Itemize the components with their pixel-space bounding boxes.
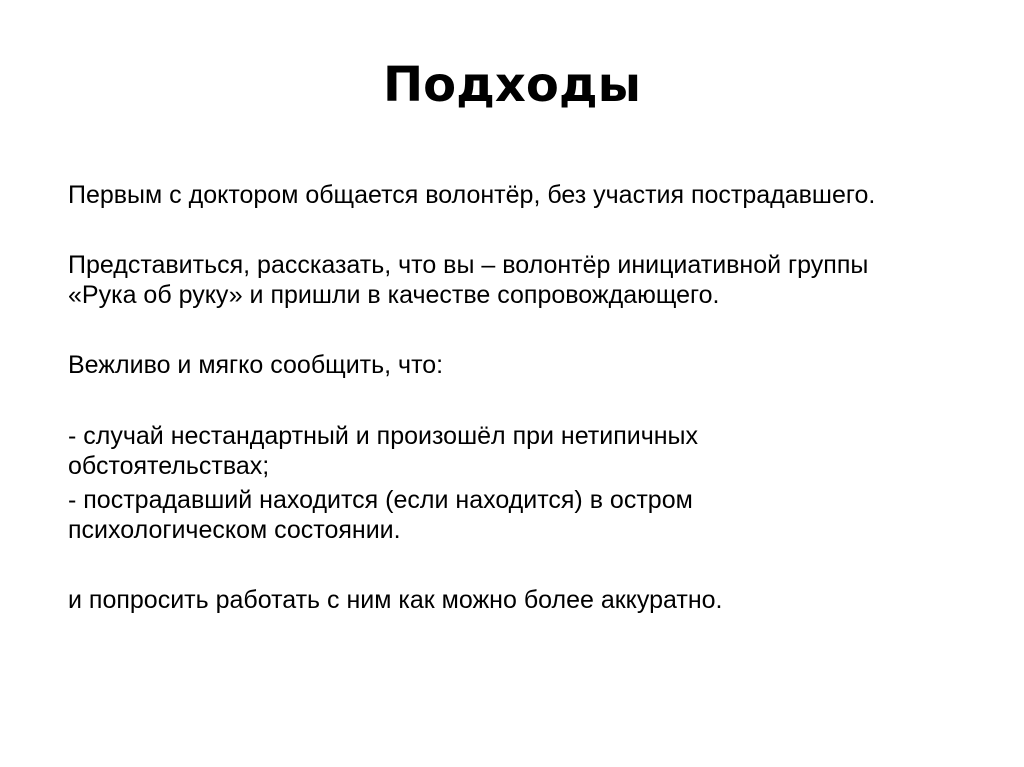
paragraph-introduce: Представиться, рассказать, что вы – волонтёр инициативной группы «Рука об руку» и пришли в качестве сопровождающего. xyxy=(68,251,869,309)
paragraph-ask-carefully: и попросить работать с ним как можно более аккуратно. xyxy=(68,586,723,614)
list-item-nonstandard-case: - случай нестандартный и произошёл при нетипичных обстоятельствах; xyxy=(68,422,699,480)
paragraph-doctor-contact: Первым с доктором общается волонтёр, без участия пострадавшего. xyxy=(68,181,876,209)
slide-title: Подходы xyxy=(382,57,642,113)
list-item-psychological-state: - пострадавший находится (если находится) в остром психологическом состоянии. xyxy=(68,486,693,544)
paragraph-inform: Вежливо и мягко сообщить, что: xyxy=(68,351,444,379)
